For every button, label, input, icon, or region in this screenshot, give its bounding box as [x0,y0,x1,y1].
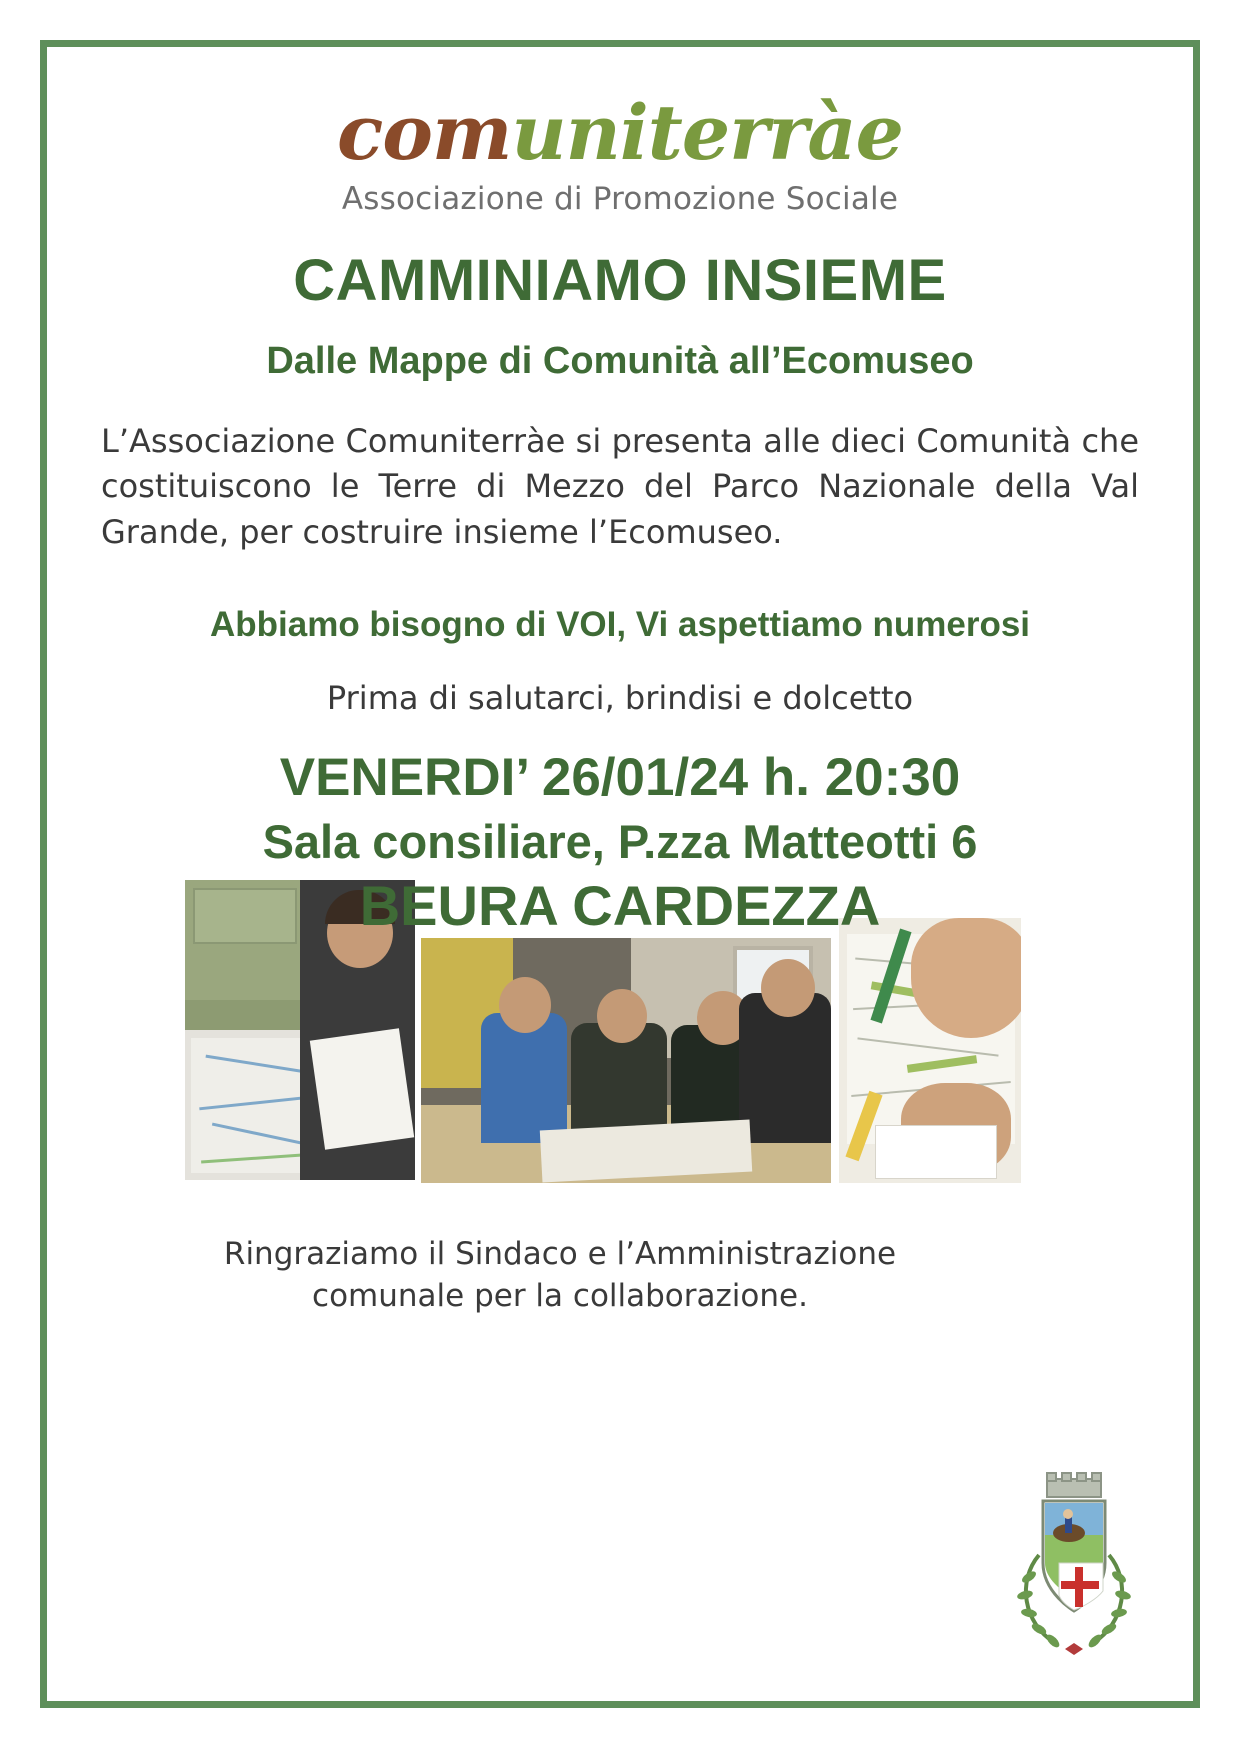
page-title: CAMMINIAMO INSIEME [293,248,947,313]
poster-frame [40,40,1200,1708]
logo-tagline: Associazione di Promozione Sociale [341,181,899,217]
photo-group-around-table [421,938,831,1183]
photo-3-map-line [857,1038,998,1057]
event-venue: Sala consiliare, P.zza Matteotti 6 [262,815,978,869]
logo-wordmark-part2: uniterràe [511,88,903,177]
footer-line-2: comunale per la collaborazione. [312,1278,808,1315]
photo-1-paper [310,1029,414,1150]
footer-line-1: Ringraziamo il Sindaco e l’Amministrazione [223,1236,897,1273]
photo-3-document [875,1125,997,1179]
callout-text: Abbiamo bisogno di VOI, Vi aspettiamo numerosi [209,605,1031,645]
photo-2-person-head [597,989,647,1043]
photo-2-person-head [499,977,551,1033]
event-datetime: VENERDI’ 26/01/24 h. 20:30 [279,748,961,808]
crest-crown-icon [1047,1473,1101,1497]
crest-shield-icon [1043,1501,1105,1611]
logo-block [101,88,1139,217]
photo-3-content [839,918,1021,1183]
logo-wordmark [101,88,1139,177]
photo-hands-drawing-map [839,918,1021,1183]
event-town: BEURA CARDEZZA [359,874,881,938]
photo-3-map-highlight [907,1055,977,1073]
page-subtitle: Dalle Mappe di Comunità all’Ecomuseo [266,340,974,382]
footer-thanks [101,1234,1139,1318]
intro-paragraph: L’Associazione Comuniterràe si presenta alle dieci Comunità che costituiscono le Terre di Mezzo del Parco Nazionale della Val Grande, per costruire insieme l’Ecomuseo. [101,422,1139,551]
photo-2-person-head [761,959,815,1017]
municipal-crest-icon [1009,1471,1139,1671]
note-text: Prima di salutarci, brindisi e dolcetto [326,679,914,718]
photo-2-content [421,938,831,1183]
logo-wordmark-part1: com [337,88,512,177]
crest-ribbon-icon [1065,1643,1083,1655]
